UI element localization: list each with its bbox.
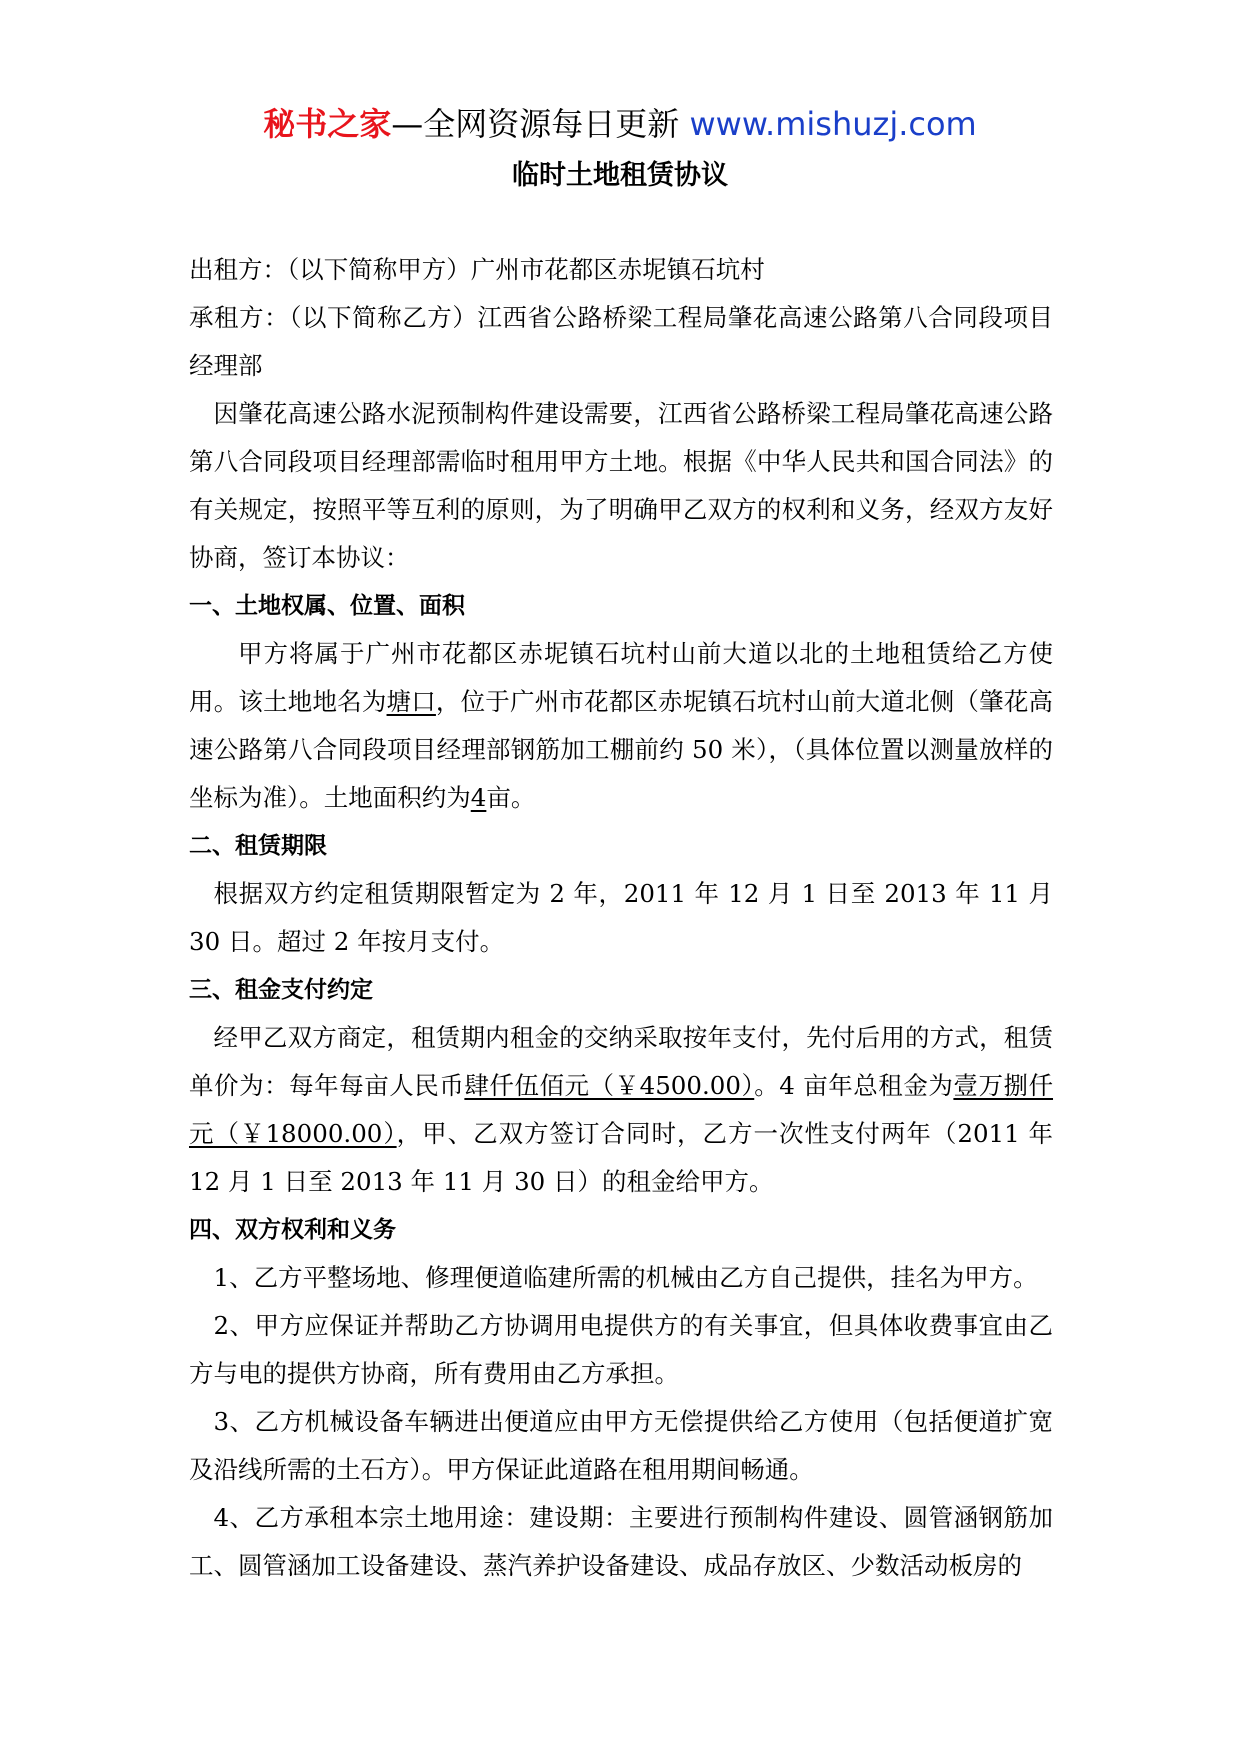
section3-paragraph bbox=[189, 1014, 1053, 1206]
section2-paragraph: 根据双方约定租赁期限暂定为 2 年，2011 年 12 月 1 日至 2013 年 11 月 30 日。超过 2 年按月支付。 bbox=[189, 879, 1053, 956]
section4-item-2: 2、甲方应保证并帮助乙方协调用电提供方的有关事宜，但具体收费事宜由乙方与电的提供方协商，所有费用由乙方承担。 bbox=[189, 1311, 1053, 1388]
section1-text-1: 甲方将属于广州市花都区赤坭镇石坑村山前大道以北的土地租赁给乙方使用。该土地地名为 bbox=[189, 639, 1053, 716]
land-area: 4 bbox=[470, 783, 487, 812]
document-body bbox=[189, 246, 1053, 1590]
place-name: 塘口 bbox=[386, 687, 436, 716]
banner-slogan: —全网资源每日更新 bbox=[391, 105, 690, 143]
banner-brand: 秘书之家 bbox=[263, 105, 392, 143]
lessee-line: 承租方：（以下简称乙方）江西省公路桥梁工程局肇花高速公路第八合同段项目经理部 bbox=[189, 303, 1053, 380]
unit-price: 肆仟伍佰元（￥4500.00） bbox=[464, 1071, 755, 1100]
lessor-line: 出租方：（以下简称甲方）广州市花都区赤坭镇石坑村 bbox=[189, 255, 765, 284]
section3-text-1: 经甲乙双方商定，租赁期内租金的交纳采取按年支付，先付后用的方式，租赁单价为：每年每亩人民币 bbox=[189, 1023, 1053, 1100]
section1-paragraph bbox=[189, 630, 1053, 822]
section4-item-4: 4、乙方承租本宗土地用途：建设期：主要进行预制构件建设、圆管涵钢筋加工、圆管涵加工设备建设、蒸汽养护设备建设、成品存放区、少数活动板房的 bbox=[189, 1503, 1053, 1580]
intro-paragraph: 因肇花高速公路水泥预制构件建设需要，江西省公路桥梁工程局肇花高速公路第八合同段项目经理部需临时租用甲方土地。根据《中华人民共和国合同法》的有关规定，按照平等互利的原则，为了明确甲乙双方的权利和义务，经双方友好协商，签订本协议： bbox=[189, 399, 1053, 572]
section3-heading: 三、租金支付约定 bbox=[189, 977, 373, 1003]
section1-text-3: 亩。 bbox=[486, 783, 536, 812]
section2-heading: 二、租赁期限 bbox=[189, 833, 327, 859]
section1-heading: 一、土地权属、位置、面积 bbox=[189, 593, 465, 619]
banner-url: www.mishuzj.com bbox=[689, 105, 977, 143]
site-banner bbox=[0, 102, 1240, 146]
section3-text-2: 。4 亩年总租金为 bbox=[754, 1071, 954, 1100]
total-rent: 壹万捌仟元（￥18000.00） bbox=[189, 1071, 1054, 1148]
section3-text-3: ，甲、乙双方签订合同时，乙方一次性支付两年（2011 年 12 月 1 日至 2013 年 11 月 30 日）的租金给甲方。 bbox=[189, 1119, 1054, 1196]
section4-item-3: 3、乙方机械设备车辆进出便道应由甲方无偿提供给乙方使用（包括便道扩宽及沿线所需的土石方）。甲方保证此道路在租用期间畅通。 bbox=[189, 1407, 1053, 1484]
section4-heading: 四、双方权利和义务 bbox=[189, 1217, 396, 1243]
document-title: 临时土地租赁协议 bbox=[512, 160, 728, 191]
section4-item-1: 1、乙方平整场地、修理便道临建所需的机械由乙方自己提供，挂名为甲方。 bbox=[213, 1263, 1038, 1292]
section1-text-2: ，位于广州市花都区赤坭镇石坑村山前大道北侧（肇花高速公路第八合同段项目经理部钢筋加工棚前约 50 米），（具体位置以测量放样的坐标为准）。土地面积约为 bbox=[189, 687, 1054, 812]
